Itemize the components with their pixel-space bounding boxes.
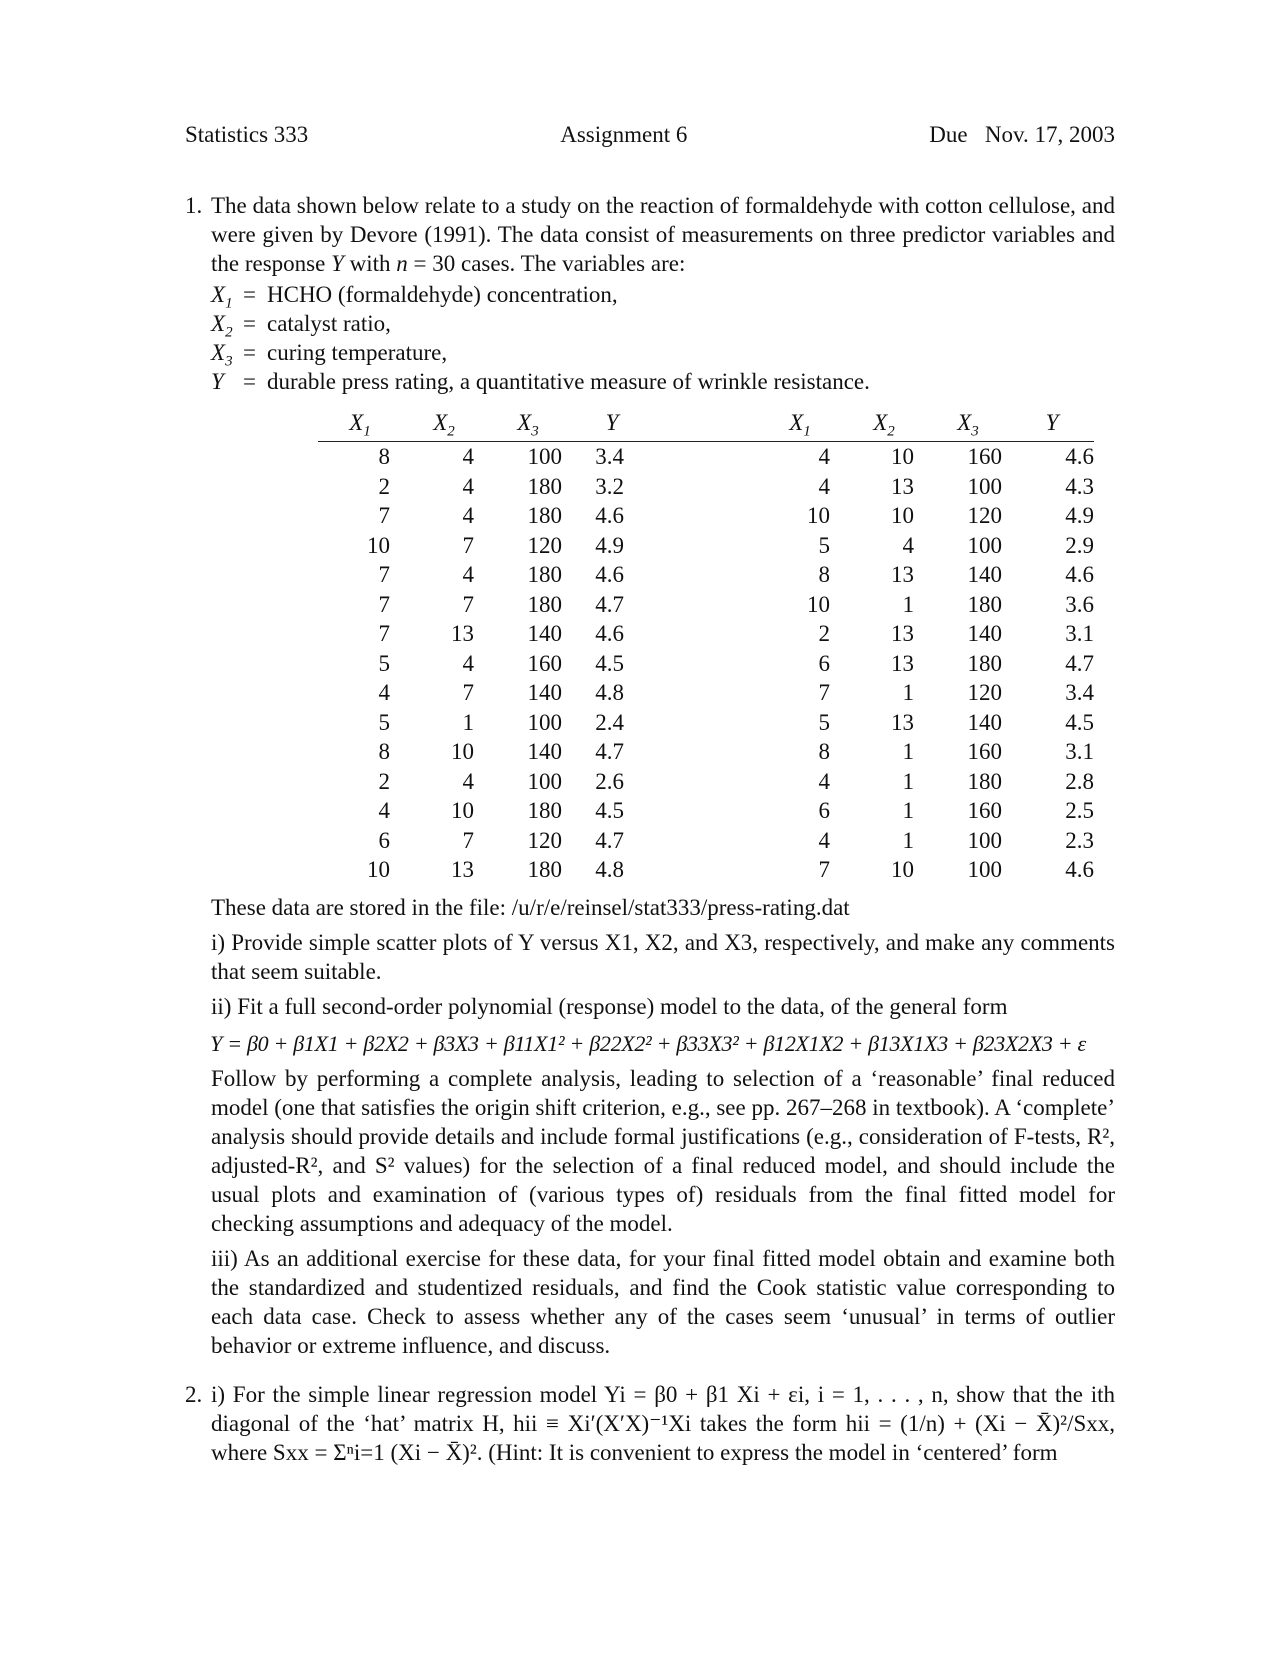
table-cell: 13 xyxy=(451,621,474,647)
table-cell: 120 xyxy=(967,680,1002,706)
table-cell: 180 xyxy=(527,503,562,529)
table-cell: 8 xyxy=(378,739,390,765)
table-cell: 4 xyxy=(378,680,390,706)
table-cell: 10 xyxy=(451,739,474,765)
table-cell: 4.6 xyxy=(1065,562,1094,588)
table-cell: 7 xyxy=(378,503,390,529)
table-cell: 120 xyxy=(527,827,562,853)
column-header: $X_1$ xyxy=(318,408,402,442)
question-number: 2. xyxy=(185,1381,203,1407)
table-cell: 6 xyxy=(818,798,830,824)
table-cell: 10 xyxy=(807,591,830,617)
table-cell: 2.4 xyxy=(595,709,624,735)
table-row xyxy=(318,678,1094,708)
table-cell: 3.1 xyxy=(1065,621,1094,647)
table-cell: 1 xyxy=(902,827,914,853)
table-cell: 4.8 xyxy=(595,857,624,883)
data-table xyxy=(318,408,1094,885)
table-cell: 160 xyxy=(967,739,1002,765)
table-cell: 2.9 xyxy=(1065,532,1094,558)
table-cell: 4.7 xyxy=(1065,650,1094,676)
table-cell: 180 xyxy=(527,798,562,824)
table-cell: 100 xyxy=(967,473,1002,499)
table-cell: 120 xyxy=(967,503,1002,529)
table-cell: 180 xyxy=(527,562,562,588)
table-cell: 3.1 xyxy=(1065,739,1094,765)
column-header: Y xyxy=(570,408,654,442)
table-cell: 4 xyxy=(818,444,830,470)
table-cell: 4.7 xyxy=(595,739,624,765)
table-cell: 4.6 xyxy=(1065,444,1094,470)
table-cell: 7 xyxy=(378,591,390,617)
table-cell: 10 xyxy=(891,444,914,470)
table-cell: 10 xyxy=(367,532,390,558)
question-number: 1. xyxy=(185,193,203,218)
table-cell: 120 xyxy=(527,532,562,558)
table-row xyxy=(318,737,1094,767)
column-header: $X_1$ xyxy=(758,408,842,442)
table-cell: 180 xyxy=(527,591,562,617)
table-cell: 1 xyxy=(902,768,914,794)
table-cell: 7 xyxy=(818,857,830,883)
table-cell: 13 xyxy=(891,562,914,588)
table-cell: 180 xyxy=(527,857,562,883)
table-cell: 10 xyxy=(891,857,914,883)
table-cell: 3.4 xyxy=(1065,680,1094,706)
table-cell: 160 xyxy=(967,798,1002,824)
variable-definition: $X_2$ = catalyst ratio, xyxy=(211,311,391,341)
table-cell: 3.2 xyxy=(595,473,624,499)
column-header: $X_2$ xyxy=(402,408,486,442)
file-note: These data are stored in the file: /u/r/e/reinsel/stat333/press-rating.dat xyxy=(211,894,850,920)
table-cell: 100 xyxy=(967,532,1002,558)
table-cell: 4.6 xyxy=(595,621,624,647)
table-cell: 8 xyxy=(818,562,830,588)
question-2 xyxy=(185,1380,1115,1467)
table-cell: 140 xyxy=(527,621,562,647)
table-cell: 4 xyxy=(378,798,390,824)
table-cell: 13 xyxy=(891,650,914,676)
table-header-row xyxy=(318,408,1094,442)
table-cell: 5 xyxy=(378,650,390,676)
table-row xyxy=(318,796,1094,826)
table-cell: 4.5 xyxy=(1065,709,1094,735)
variable-definition: $X_1$ = HCHO (formaldehyde) concentration, xyxy=(211,282,618,312)
table-cell: 6 xyxy=(818,650,830,676)
table-row xyxy=(318,619,1094,649)
table-cell: 2 xyxy=(378,473,390,499)
table-cell: 7 xyxy=(462,680,474,706)
table-cell: 140 xyxy=(967,621,1002,647)
table-cell: 180 xyxy=(967,768,1002,794)
table-cell: 4.5 xyxy=(595,650,624,676)
table-cell: 7 xyxy=(378,621,390,647)
table-cell: 4.3 xyxy=(1065,473,1094,499)
table-cell: 13 xyxy=(891,621,914,647)
table-cell: 100 xyxy=(527,444,562,470)
table-row xyxy=(318,501,1094,531)
table-cell: 2.3 xyxy=(1065,827,1094,853)
document-page xyxy=(185,120,1115,1467)
table-cell: 4.9 xyxy=(1065,503,1094,529)
table-cell: 1 xyxy=(902,591,914,617)
table-row xyxy=(318,649,1094,679)
table-cell: 1 xyxy=(902,739,914,765)
table-cell: 7 xyxy=(378,562,390,588)
table-row xyxy=(318,855,1094,885)
table-cell: 8 xyxy=(818,739,830,765)
table-cell: 7 xyxy=(462,532,474,558)
table-cell: 3.6 xyxy=(1065,591,1094,617)
table-cell: 100 xyxy=(527,768,562,794)
table-cell: 7 xyxy=(818,680,830,706)
table-cell: 10 xyxy=(367,857,390,883)
table-cell: 1 xyxy=(462,709,474,735)
table-cell: 4.7 xyxy=(595,827,624,853)
variable-definitions xyxy=(211,280,1115,396)
table-cell: 4 xyxy=(462,473,474,499)
table-row xyxy=(318,767,1094,797)
table-cell: 8 xyxy=(378,444,390,470)
table-cell: 6 xyxy=(378,827,390,853)
table-cell: 1 xyxy=(902,798,914,824)
table-cell: 13 xyxy=(451,857,474,883)
column-header: $X_3$ xyxy=(926,408,1010,442)
table-row xyxy=(318,708,1094,738)
table-cell: 10 xyxy=(451,798,474,824)
table-cell: 4.5 xyxy=(595,798,624,824)
table-cell: 5 xyxy=(818,709,830,735)
table-cell: 2 xyxy=(818,621,830,647)
table-cell: 180 xyxy=(967,650,1002,676)
table-row xyxy=(318,472,1094,502)
table-cell: 4.6 xyxy=(595,503,624,529)
table-cell: 4 xyxy=(462,444,474,470)
table-cell: 13 xyxy=(891,473,914,499)
table-cell: 100 xyxy=(967,827,1002,853)
model-equation: Y = β0 + β1X1 + β2X2 + β3X3 + β11X1² + β22X2² + β33X3² + β12X1X2 + β13X1X3 + β23X2X3 + ε xyxy=(210,1030,1086,1056)
part-i-text: i) Provide simple scatter plots of Y versus X1, X2, and X3, respectively, and make any comments that seem suitable. xyxy=(211,929,1115,984)
due-date: Due Nov. 17, 2003 xyxy=(929,122,1115,147)
question-intro: The data shown below relate to a study on the reaction of formaldehyde with cotton cellulose, and were given by Devore (1991). The data consist of measurements on three predictor variables and the response Y with n = 30 cases. The variables are: xyxy=(211,193,1115,276)
part-iii-text: iii) As an additional exercise for these data, for your final fitted model obtain and examine both the standardized and studentized residuals, and find the Cook statistic value corresponding to each data case. Check to assess whether any of the cases seem ‘unusual’ in terms of outlier behavior or extreme influence, and discuss. xyxy=(211,1245,1115,1358)
table-cell: 180 xyxy=(527,473,562,499)
table-cell: 4.6 xyxy=(1065,857,1094,883)
part-ii-text: ii) Fit a full second-order polynomial (response) model to the data, of the general form xyxy=(211,993,1008,1019)
table-row xyxy=(318,826,1094,856)
table-cell: 2 xyxy=(378,768,390,794)
course-title: Statistics 333 xyxy=(185,122,309,147)
table-cell: 2.6 xyxy=(595,768,624,794)
table-cell: 4.8 xyxy=(595,680,624,706)
table-cell: 4 xyxy=(462,650,474,676)
table-cell: 4 xyxy=(818,473,830,499)
column-header: $X_3$ xyxy=(486,408,570,442)
table-cell: 1 xyxy=(902,680,914,706)
table-cell: 4.9 xyxy=(595,532,624,558)
table-row xyxy=(318,442,1094,472)
table-cell: 5 xyxy=(818,532,830,558)
table-cell: 140 xyxy=(967,709,1002,735)
variable-definition: Y = durable press rating, a quantitative measure of wrinkle resistance. xyxy=(211,369,870,394)
table-cell: 5 xyxy=(378,709,390,735)
table-cell: 140 xyxy=(967,562,1002,588)
table-cell: 2.8 xyxy=(1065,768,1094,794)
column-header: Y xyxy=(1010,408,1094,442)
table-cell: 10 xyxy=(891,503,914,529)
table-cell: 7 xyxy=(462,827,474,853)
table-cell: 4 xyxy=(818,768,830,794)
table-cell: 4.6 xyxy=(595,562,624,588)
column-header: $X_2$ xyxy=(842,408,926,442)
table-cell: 100 xyxy=(527,709,562,735)
table-cell: 4 xyxy=(902,532,914,558)
assignment-title: Assignment 6 xyxy=(560,122,688,147)
variable-definition: $X_3$ = curing temperature, xyxy=(211,340,448,370)
table-cell: 7 xyxy=(462,591,474,617)
table-cell: 3.4 xyxy=(595,444,624,470)
page-header xyxy=(185,120,1115,149)
table-cell: 160 xyxy=(967,444,1002,470)
table-cell: 140 xyxy=(527,680,562,706)
table-cell: 2.5 xyxy=(1065,798,1094,824)
table-cell: 10 xyxy=(807,503,830,529)
table-cell: 4 xyxy=(462,768,474,794)
table-cell: 180 xyxy=(967,591,1002,617)
table-row xyxy=(318,590,1094,620)
question-1 xyxy=(185,191,1115,1360)
table-row xyxy=(318,531,1094,561)
table-cell: 4.7 xyxy=(595,591,624,617)
table-cell: 100 xyxy=(967,857,1002,883)
table-cell: 140 xyxy=(527,739,562,765)
table-cell: 160 xyxy=(527,650,562,676)
part-ii-followup: Follow by performing a complete analysis, leading to selection of a ‘reasonable’ final reduced model (one that satisfies the origin shift criterion, e.g., see pp. 267–268 in textbook). A ‘complete’ analysis should provide details and include formal justifications (e.g., consideration of F-tests, R², adjusted-R², and S² values) for the selection of a final reduced model, and should include the usual plots and examination of (various types of) residuals from the final fitted model for checking assumptions and adequacy of the model. xyxy=(211,1065,1115,1236)
table-cell: 4 xyxy=(462,562,474,588)
table-cell: 4 xyxy=(462,503,474,529)
question-2-text: i) For the simple linear regression model Yi = β0 + β1 Xi + εi, i = 1, . . . , n, show that the ith diagonal of the ‘hat’ matrix H, hii ≡ Xi′(X′X)⁻¹Xi takes the form hii = (1/n) + (Xi − X̄)²/Sxx, where Sxx = Σⁿi=1 (Xi − X̄)². (Hint: It is convenient to express the model in ‘centered’ form xyxy=(211,1381,1115,1465)
table-row xyxy=(318,560,1094,590)
table-cell: 4 xyxy=(818,827,830,853)
table-cell: 13 xyxy=(891,709,914,735)
